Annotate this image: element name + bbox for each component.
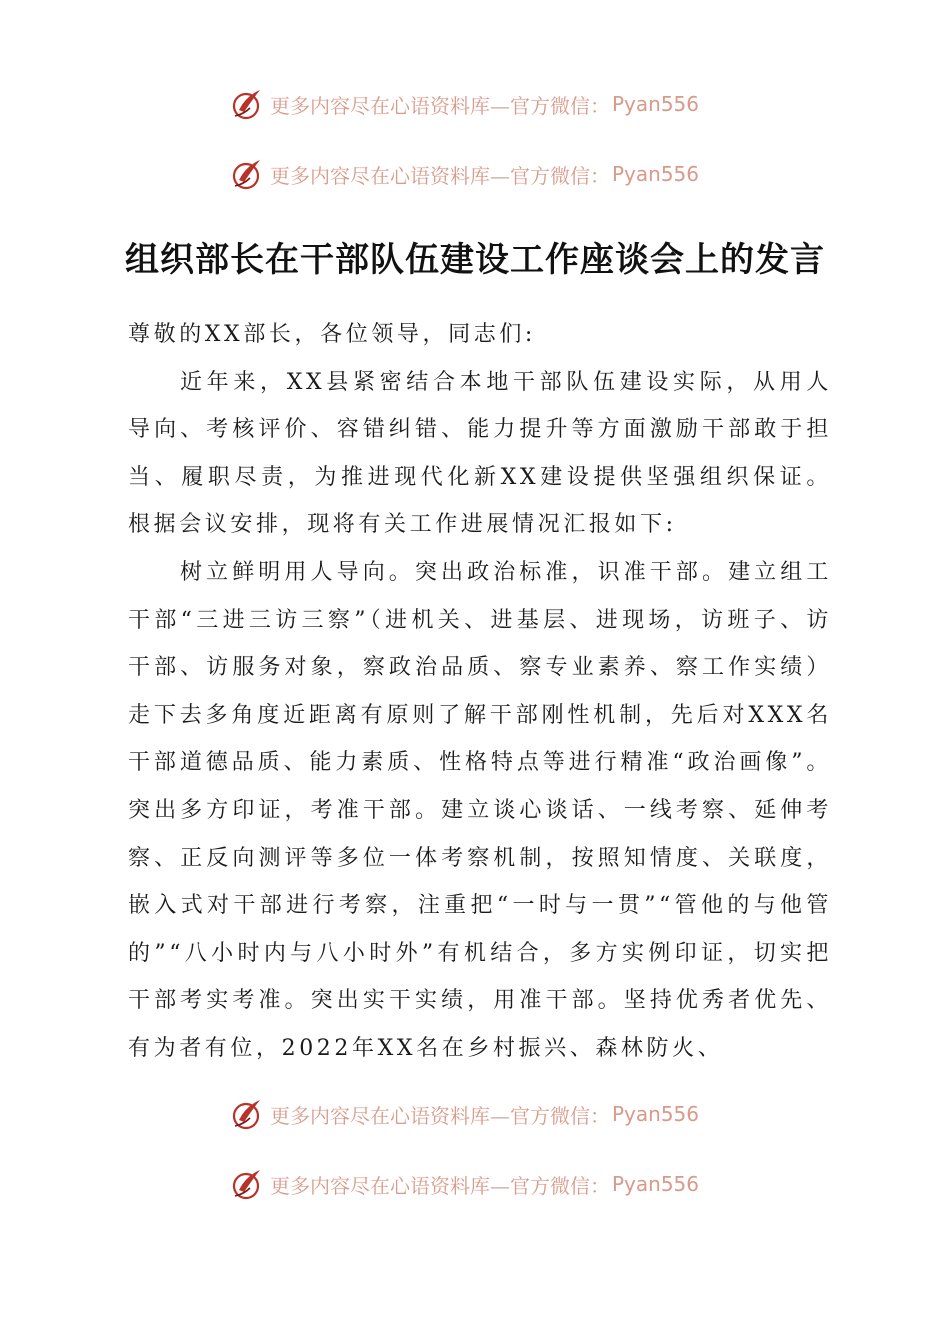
paragraph: 近年来，XX县紧密结合本地干部队伍建设实际，从用人导向、考核评价、容错纠错、能力提升等方面激励干部敢于担当、履职尽责，为推进现代化新XX建设提供坚强组织保证。根据会议安排，现将有关工作进展情况汇报如下:	[128, 369, 832, 538]
document-title: 组织部长在干部队伍建设工作座谈会上的发言	[125, 240, 825, 280]
pen-logo-icon	[230, 86, 266, 122]
watermark-banner	[230, 84, 750, 124]
watermark-banner	[230, 1164, 750, 1204]
pen-logo-icon	[230, 156, 266, 192]
watermark-text: 更多内容尽在心语资料库—官方微信：	[270, 1173, 610, 1198]
watermark-contact-id: Pyan556	[612, 1172, 700, 1196]
pen-logo-icon	[230, 1096, 266, 1132]
watermark-text: 更多内容尽在心语资料库—官方微信：	[270, 1103, 610, 1128]
watermark-text: 更多内容尽在心语资料库—官方微信：	[270, 163, 610, 188]
pen-logo-icon	[230, 1166, 266, 1202]
watermark-banner	[230, 1094, 750, 1134]
watermark-contact-id: Pyan556	[612, 1102, 700, 1126]
paragraph: 树立鲜明用人导向。突出政治标准，识准干部。建立组工干部“三进三访三察”（进机关、进基层、进现场，访班子、访干部、访服务对象，察政治品质、察专业素养、察工作实绩）走下去多角度近距离有原则了解干部刚性机制，先后对XXX名干部道德品质、能力素质、性格特点等进行精准“政治画像”。突出多方印证，考准干部。建立谈心谈话、一线考察、延伸考察、正反向测评等多位一体考察机制，按照知情度、关联度，嵌入式对干部进行考察，注重把“一时与一贯”“管他的与他管的”“八小时内与八小时外”有机结合，多方实例印证，切实把干部考实考准。突出实干实绩，用准干部。坚持优秀者优先、有为者有位，2022年XX名在乡村振兴、森林防火、	[128, 559, 832, 1061]
watermark-contact-id: Pyan556	[612, 162, 700, 186]
watermark-text: 更多内容尽在心语资料库—官方微信：	[270, 93, 610, 118]
salutation: 尊敬的XX部长，各位领导，同志们:	[128, 322, 536, 347]
watermark-banner	[230, 154, 750, 194]
watermark-contact-id: Pyan556	[612, 92, 700, 116]
document-body	[128, 311, 832, 1073]
